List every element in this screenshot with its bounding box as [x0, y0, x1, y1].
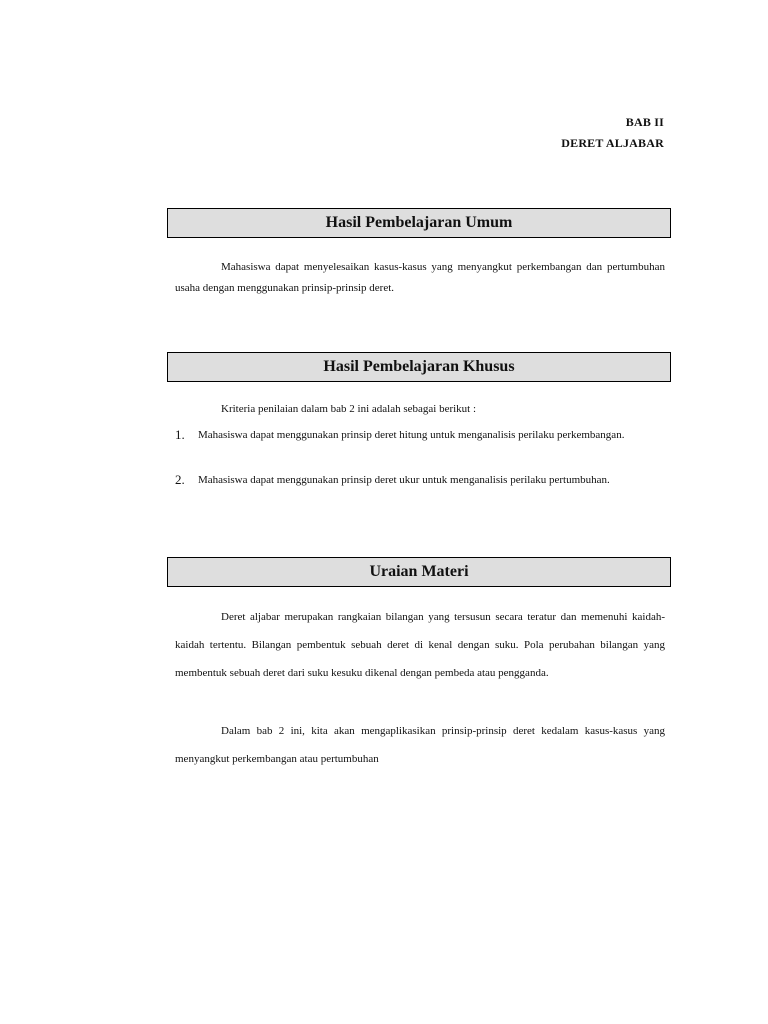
section-heading-uraian	[167, 557, 671, 587]
chapter-title: DERET ALJABAR	[561, 136, 664, 150]
list-item	[175, 424, 665, 446]
paragraph-uraian-2: Dalam bab 2 ini, kita akan mengaplikasikan prinsip-prinsip deret kedalam kasus-kasus yang menyangkut perkembangan atau pertumbuhan	[175, 725, 665, 765]
list-number: 1.	[175, 427, 185, 442]
list-text: Mahasiswa dapat menggunakan prinsip deret hitung untuk menganalisis perilaku perkembangan.	[198, 429, 625, 441]
section-title-khusus: Hasil Pembelajaran Khusus	[323, 358, 515, 375]
section-heading-umum	[167, 208, 671, 238]
chapter-number: BAB II	[625, 115, 664, 129]
list-text: Mahasiswa dapat menggunakan prinsip deret ukur untuk menganalisis perilaku pertumbuhan.	[198, 474, 610, 486]
section-title-umum: Hasil Pembelajaran Umum	[325, 214, 513, 231]
list-number: 2.	[175, 472, 185, 487]
paragraph-uraian-1: Deret aljabar merupakan rangkaian bilangan yang tersusun secara teratur dan memenuhi kaidah-kaidah tertentu. Bilangan pembentuk sebuah deret di kenal dengan suku. Pola perubahan bilangan yang membentuk sebuah deret dari suku kesuku dikenal dengan pembeda atau pengganda.	[175, 611, 665, 679]
section-title-uraian: Uraian Materi	[369, 563, 469, 580]
paragraph-umum: Mahasiswa dapat menyelesaikan kasus-kasus yang menyangkut perkembangan dan pertumbuhan usaha dengan menggunakan prinsip-prinsip deret.	[175, 261, 665, 294]
list-item	[175, 469, 665, 491]
section-heading-khusus	[167, 352, 671, 382]
criteria-intro: Kriteria penilaian dalam bab 2 ini adalah sebagai berikut :	[221, 403, 477, 415]
